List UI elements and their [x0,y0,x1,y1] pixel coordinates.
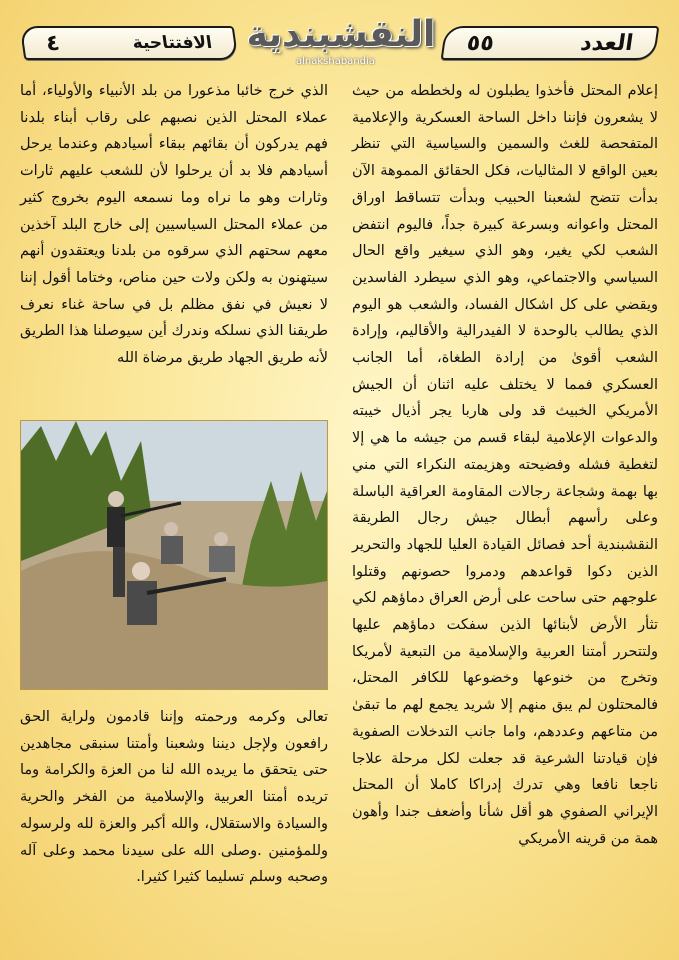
article-right-column [352,78,658,852]
article-left-column-bottom [20,704,328,891]
issue-ribbon [441,26,660,60]
issue-number: ٥٥ [465,30,496,56]
section-ribbon [20,26,239,60]
article-photo [20,420,328,690]
page-header [0,0,679,70]
article-text-left-top: الذي خرج خائبا مذعورا من بلد الأنبياء والأولياء، أما عملاء المحتل الذين نصبهم على رقاب أبناء بلدنا فهم يدركون أن بقائهم ببقاء أسيادهم وعندما يرحل أسيادهم فلا بد أن يرحلوا لأن للشعب عليهم ثارات وثارات وهو ما نراه وما نسمعه اليوم بخروج كثير من عملاء المحتل السياسيين إلى خارج البلد آخذين معهم سحتهم الذي سرقوه من بلدنا ويعتقدون أنهم سيتهنون به ولكن ولات حين مناص، وختاما أقول إننا لا نعيش في نفق مظلم بل في ساحة غناء نعرف طريقنا الذي نسلكه وندرك أين سيوصلنا هذا الطريق لأنه طريق الجهاد طريق مرضاة الله [20,83,328,367]
photo-illustration [21,421,327,689]
article-text-right: إعلام المحتل فأخذوا يطبلون له ولخططه من حيث لا يشعرون فإننا داخل الساحة العسكرية والإعلامية المتفحصة للغث والسمين والسياسية التي تنظر بعين الواقع لا المثاليات، فكل الحقائق المموهة الآن بدأت تتضح لشعبنا الحبيب وبدأت تتساقط اوراق المحتل واعوانه وبسرعة كبيرة جداً، فاليوم انتفض الشعب لكي يغير، وهو الذي سيغير واقع الحال السياسي والاجتماعي، وهو الذي سيطرد الفاسدين ويقضي على كل اشكال الفساد، والشعب هو اليوم الذي يطالب بالوحدة لا الفيدرالية والأقاليم، وإرادة الشعب أقوىٰ من إرادة الطغاة، أما الجانب العسكري فمما لا يختلف عليه اثنان أن الجيش الأمريكي الخبيث قد ولى هاربا يجر أذيال خيبته والدعوات الإعلامية لبقاء قسم من جيشه ما هي إلا لتغطية فشله وفضيحته وهزيمته النكراء التي مني بها بهمة وشجاعة رجالات المقاومة العراقية الباسلة وعلى رأسهم أبطال جيش رجال الطريقة النقشبندية أحد فصائل القيادة العليا للجهاد والتحرير الذين دكوا قواعدهم ودمروا حصونهم وقتلوا علوجهم حتى ساحت على أرض العراق دماؤهم لكي تثأر الأرض لأبنائها الذين سفكت دماؤهم عليها ولتتحرر أمتنا العربية والإسلامية من التبعية لأمريكا وتخرج من خنوعها وخضوعها للكافر المحتل، فالمحتلون لم يبق منهم إلا شريد يجمع لهم ما تبقىٰ من متاعهم وعددهم، واما جانب التدخلات الصفوية فإن قيادتنا الشرعية قد جعلت لكل مرحلة علاجا ناجعا نافعا وهي تدرك إدراكا كاملا أن المحتل الإيراني الصفوي هو أقل شأنا وأضعف جندا وأهون همة من قرينه الأمريكي [352,83,658,847]
page-number: ٤ [44,30,62,56]
article-left-column-top [20,78,328,372]
section-label: الافتتاحية [131,33,214,53]
logo-arabic: النقشبندية [246,14,436,55]
magazine-logo [246,12,436,70]
issue-label: العدد [579,30,635,56]
logo-latin: alnakshabandia [296,56,375,67]
article-text-left-bottom: تعالى وكرمه ورحمته وإننا قادمون ولراية الحق رافعون ولإجل ديننا وشعبنا وأمتنا سنبقى مجاهدين حتى يتحقق ما يريده الله لنا من العزة والكرامة وما تريده أمتنا العربية والإسلامية من الفخر والحرية والسيادة والاستقلال، والله أكبر والعزة لله ولرسوله وللمؤمنين .وصلى الله على سيدنا محمد وعلى آله وصحبه وسلم تسليما كثيرا كثيرا. [20,709,328,886]
